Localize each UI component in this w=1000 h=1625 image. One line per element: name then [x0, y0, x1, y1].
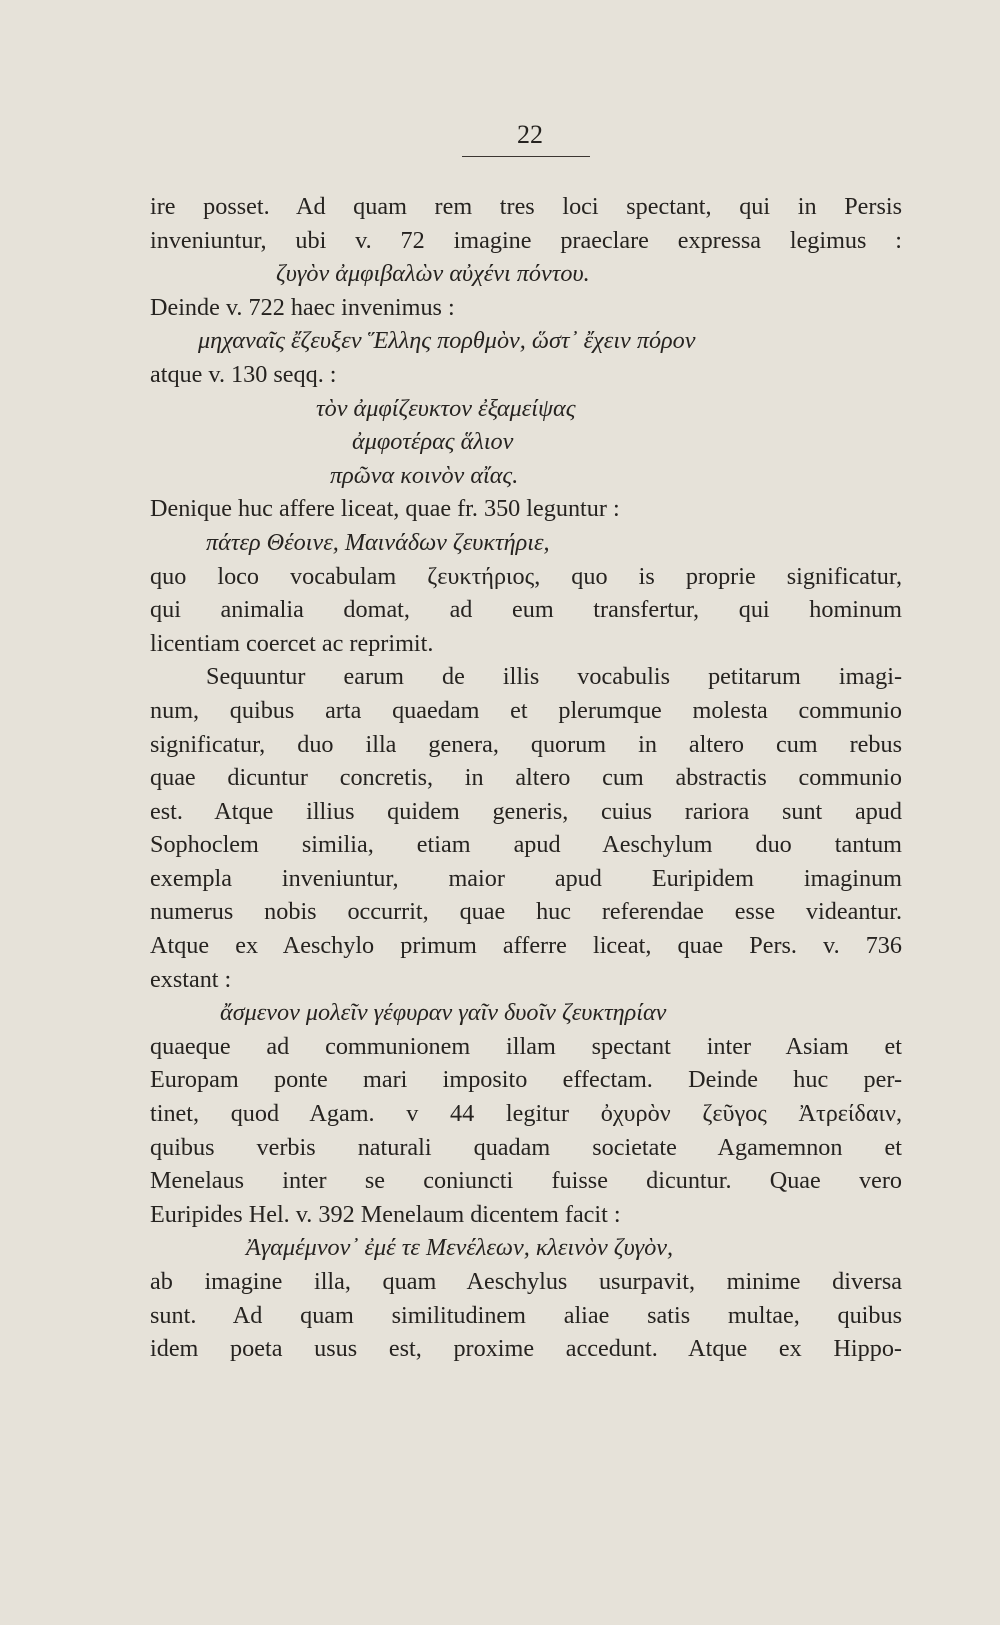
- text-line: idem poeta usus est, proxime accedunt. Atque ex Hippo-: [150, 1335, 902, 1363]
- text-line: ire posset. Ad quam rem tres loci spectant, qui in Persis: [150, 193, 902, 220]
- greek-quote-line: ἀμφοτέρας ἅλιον: [352, 428, 514, 456]
- greek-quote-line: πάτερ Θέοινε, Μαινάδων ζευκτήριε,: [206, 528, 550, 556]
- text-line: tinet, quod Agam. v 44 legitur ὀχυρὸν ζεῦγος Ἀτρείδαιν,: [150, 1100, 902, 1128]
- greek-quote-line: ἄσμενον μολεῖν γέφυραν γαῖν δυοῖν ζευκτηρίαν: [220, 999, 667, 1027]
- text-line: exstant :: [150, 965, 232, 993]
- text-line: qui animalia domat, ad eum transfertur, qui hominum: [150, 596, 902, 624]
- greek-quote-line: μηχαναῖς ἔζευξεν Ἕλλης πορθμὸν, ὥστ᾽ ἔχειν πόρον: [198, 327, 696, 355]
- greek-quote-line: τὸν ἀμφίζευκτον ἐξαμείψας: [316, 394, 576, 422]
- text-line: Deinde v. 722 haec invenimus :: [150, 293, 455, 321]
- text-line: ab imagine illa, quam Aeschylus usurpavit, minime diversa: [150, 1268, 902, 1295]
- header-rule: [462, 156, 590, 157]
- text-line: quae dicuntur concretis, in altero cum abstractis communio: [150, 764, 902, 792]
- text-line: significatur, duo illa genera, quorum in altero cum rebus: [150, 730, 902, 758]
- text-line: Atque ex Aeschylo primum afferre liceat, quae Pers. v. 736: [150, 932, 902, 960]
- text-line: sunt. Ad quam similitudinem aliae satis multae, quibus: [150, 1301, 902, 1329]
- text-line: est. Atque illius quidem generis, cuius rariora sunt apud: [150, 797, 902, 825]
- body-text: [150, 190, 902, 1366]
- text-line: Menelaus inter se coniuncti fuisse dicuntur. Quae vero: [150, 1167, 902, 1195]
- greek-quote-line: ζυγὸν ἀμφιβαλὼν αὐχένι πόντου.: [276, 260, 590, 288]
- text-line: atque v. 130 seqq. :: [150, 360, 337, 388]
- text-line: exempla inveniuntur, maior apud Euripidem imaginum: [150, 864, 902, 892]
- text-line: Euripides Hel. v. 392 Menelaum dicentem facit :: [150, 1200, 621, 1228]
- greek-quote-line: Ἀγαμέμνον᾽ ἐμέ τε Μενέλεων, κλεινὸν ζυγὸν,: [246, 1234, 674, 1262]
- text-line: num, quibus arta quaedam et plerumque molesta communio: [150, 696, 902, 724]
- text-line: quo loco vocabulam ζευκτήριος, quo is proprie significatur,: [150, 562, 902, 590]
- text-line: numerus nobis occurrit, quae huc referendae esse videantur.: [150, 898, 902, 926]
- text-line: licentiam coercet ac reprimit.: [150, 629, 434, 657]
- text-line: Europam ponte mari imposito effectam. Deinde huc per-: [150, 1066, 902, 1094]
- text-line: Sophoclem similia, etiam apud Aeschylum duo tantum: [150, 831, 902, 859]
- paragraph-start-line: Sequuntur earum de illis vocabulis petitarum imagi-: [206, 663, 902, 691]
- greek-quote-line: πρῶνα κοινὸν αἴας.: [330, 461, 519, 489]
- text-line: Denique huc affere liceat, quae fr. 350 leguntur :: [150, 495, 620, 523]
- page-number: 22: [517, 120, 543, 149]
- text-line: inveniuntur, ubi v. 72 imagine praeclare expressa legimus :: [150, 226, 902, 254]
- text-line: quibus verbis naturali quadam societate Agamemnon et: [150, 1133, 902, 1161]
- text-line: quaeque ad communionem illam spectant inter Asiam et: [150, 1032, 902, 1060]
